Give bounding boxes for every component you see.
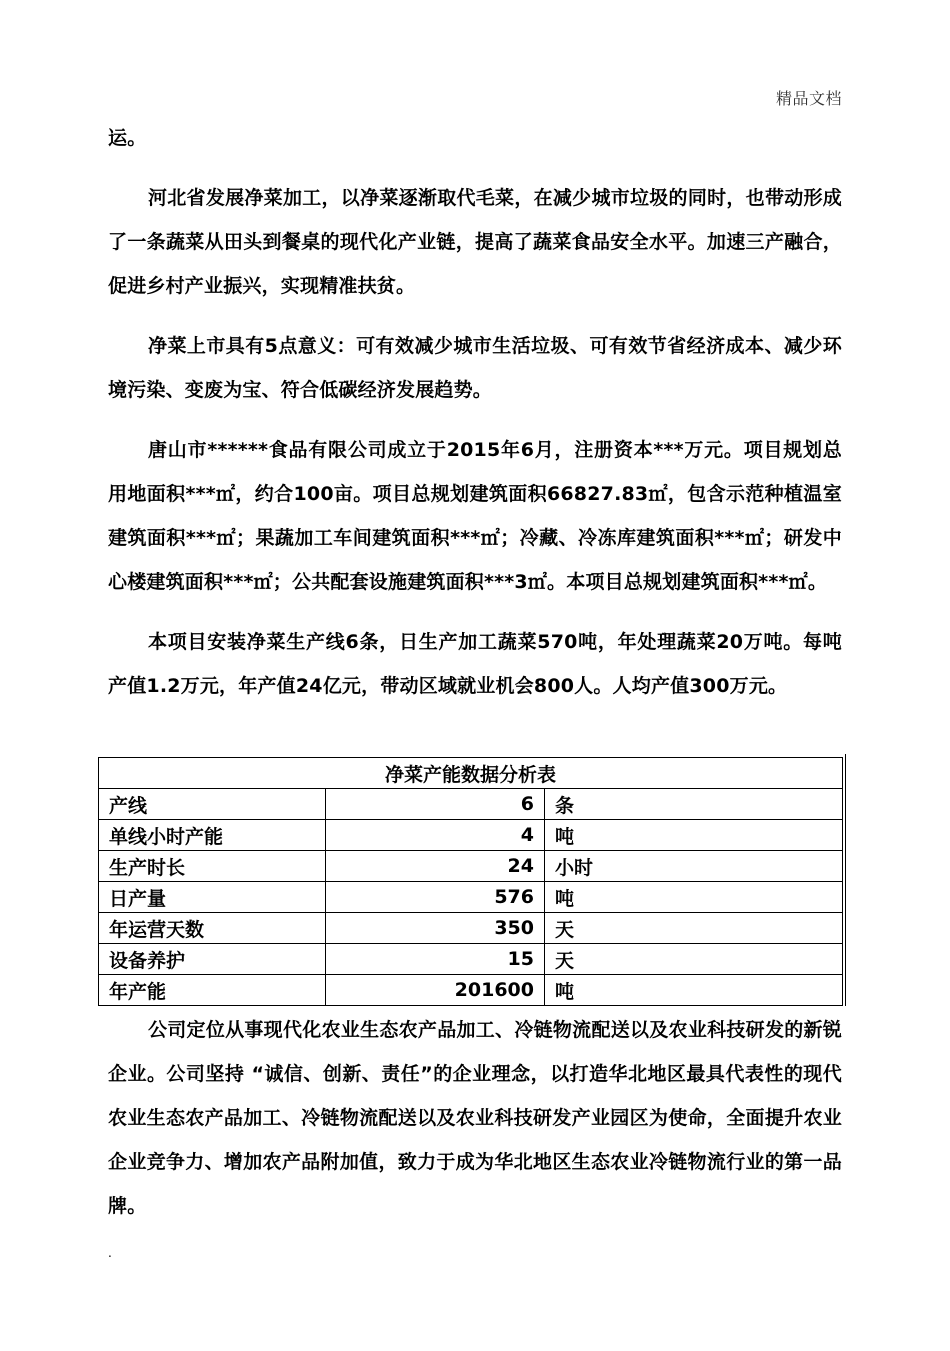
paragraph-continuation: 运。	[108, 127, 147, 149]
row-name: 设备养护	[99, 944, 326, 975]
row-unit: 吨	[545, 975, 843, 1006]
table-row	[99, 975, 843, 1006]
row-name: 单线小时产能	[99, 820, 326, 851]
row-unit: 吨	[545, 820, 843, 851]
row-unit: 天	[545, 944, 843, 975]
paragraph-positioning: 公司定位从事现代化农业生态农产品加工、冷链物流配送以及农业科技研发的新锐企业。公司坚持 “诚信、创新、责任”的企业理念，以打造华北地区最具代表性的现代农业生态农产品加工、冷链物流配送以及农业科技研发产业园区为使命，全面提升农业企业竞争力、增加农产品附加值，致力于成为华北地区生态农业冷链物流行业的第一品牌。	[108, 1019, 842, 1217]
row-value: 576	[326, 882, 545, 913]
row-name: 年运营天数	[99, 913, 326, 944]
paragraph-significance: 净菜上市具有5点意义：可有效减少城市生活垃圾、可有效节省经济成本、减少环境污染、变废为宝、符合低碳经济发展趋势。	[108, 335, 842, 401]
row-value: 15	[326, 944, 545, 975]
row-unit: 吨	[545, 882, 843, 913]
capacity-table	[98, 757, 843, 1006]
header-watermark-text: 精品文档	[775, 89, 842, 108]
row-name: 年产能	[99, 975, 326, 1006]
row-name: 生产时长	[99, 851, 326, 882]
table-row	[99, 913, 843, 944]
row-name: 产线	[99, 789, 326, 820]
table-row	[99, 789, 843, 820]
table-row	[99, 851, 843, 882]
capacity-table-container	[98, 757, 843, 1006]
table-row	[99, 882, 843, 913]
paragraph-hebei: 河北省发展净菜加工，以净菜逐渐取代毛菜，在减少城市垃圾的同时，也带动形成了一条蔬菜从田头到餐桌的现代化产业链，提高了蔬菜食品安全水平。加速三产融合，促进乡村产业振兴，实现精准扶贫。	[108, 187, 842, 297]
row-value: 24	[326, 851, 545, 882]
row-unit: 条	[545, 789, 843, 820]
document-body-bottom	[108, 1008, 842, 1228]
table-row	[99, 944, 843, 975]
row-name: 日产量	[99, 882, 326, 913]
paragraph-project: 本项目安装净菜生产线6条，日生产加工蔬菜570吨，年处理蔬菜20万吨。每吨产值1.2万元，年产值24亿元，带动区域就业机会800人。人均产值300万元。	[108, 631, 842, 697]
footer-dot: .	[108, 1246, 112, 1260]
table-title-row	[99, 758, 843, 789]
row-value: 6	[326, 789, 545, 820]
row-value: 201600	[326, 975, 545, 1006]
paragraph-company: 唐山市******食品有限公司成立于2015年6月，注册资本***万元。项目规划总用地面积***㎡，约合100亩。项目总规划建筑面积66827.83㎡，包含示范种植温室建筑面积***㎡；果蔬加工车间建筑面积***㎡；冷藏、冷冻库建筑面积***㎡；研发中心楼建筑面积***㎡；公共配套设施建筑面积***3㎡。本项目总规划建筑面积***㎡。	[108, 439, 842, 593]
document-body-top	[108, 116, 842, 708]
table-title: 净菜产能数据分析表	[99, 758, 843, 789]
table-row	[99, 820, 843, 851]
row-value: 4	[326, 820, 545, 851]
row-value: 350	[326, 913, 545, 944]
row-unit: 小时	[545, 851, 843, 882]
row-unit: 天	[545, 913, 843, 944]
